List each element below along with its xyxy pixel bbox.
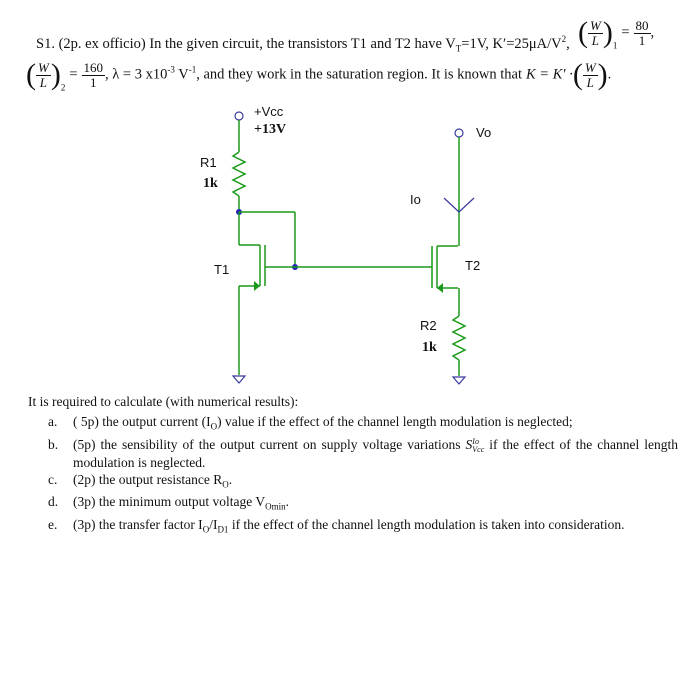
problem-label: S1. — [36, 35, 55, 52]
problem-intro: In the given circuit, the transistors T1 and T2 have V — [149, 35, 456, 52]
lambda-exponent: -3 — [167, 64, 175, 75]
ground-t1-icon — [233, 376, 245, 383]
ground-t2-icon — [453, 377, 465, 384]
wl2-num: 160 — [83, 59, 104, 75]
problem-line-2: ( $\frac{W}{L}$ )$_2$ = $\frac{160}{1}$ , λ = 3 $x10^{-3}$ $V^{-1}$, and they work in the saturation region. It is known that K = K′ ·( $\frac{W}{L}$ ). — [26, 58, 612, 93]
k-exponent: 2 — [561, 34, 567, 44]
lambda-unit-exponent: -1 — [188, 64, 197, 75]
r1-value: 1k — [203, 176, 218, 191]
r1-resistor — [233, 152, 245, 196]
vo-terminal — [455, 129, 463, 137]
wl2-den: 1 — [90, 74, 97, 90]
saturation-text: , and they work in the saturation region. It is known that — [196, 66, 523, 83]
question-b: b. (5p) the sensibility of the output current on supply voltage variations S Io Vcc if the effect of the channel length modulation is neglected. — [48, 436, 679, 470]
k-prime: K′=25μA/V — [492, 35, 562, 52]
t1-label: T1 — [214, 262, 230, 277]
vt-value: =1V, — [461, 35, 489, 52]
vcc-label: +Vcc — [254, 104, 284, 119]
io-label: Io — [410, 192, 421, 207]
question-a: a. ( 5p) the output current $(I_O)$ value if the effect of the channel length modulation is neglected; — [48, 414, 573, 432]
r1-name: R1 — [200, 155, 217, 170]
r2-resistor — [453, 316, 465, 360]
vcc-value: +13V — [254, 122, 287, 137]
questions-list — [28, 413, 678, 539]
question-d: d. (3p) the minimum output voltage $V_{Omin}$. — [48, 494, 289, 512]
wl1-ratio: ( $\frac{W}{L}$ )$_1$ = $\frac{80}{1}$ , — [578, 16, 655, 51]
vt-subscript: T — [455, 43, 462, 54]
t1-transistor — [239, 245, 295, 291]
r2-value: 1k — [422, 340, 437, 355]
vcc-terminal — [235, 112, 243, 120]
questions-intro: It is required to calculate (with numerical results): — [28, 394, 299, 409]
vo-label: Vo — [476, 125, 492, 140]
wl1-num: 80 — [635, 17, 649, 33]
wl1-den: 1 — [638, 32, 646, 48]
problem-points: (2p. ex officio) — [58, 35, 146, 52]
t2-transistor — [432, 246, 458, 293]
question-e: e. (3p) the transfer factor $I_O/I_{D1}$ if the effect of the channel length modulation is taken into consideration. — [48, 516, 625, 535]
question-c: c. (2p) the output resistance $R_O$. — [48, 471, 233, 490]
lambda-unit: V — [174, 66, 189, 83]
lambda-text: , λ = 3 x10 — [105, 66, 168, 83]
r2-name: R2 — [420, 318, 437, 333]
problem-line-1: S1. (2p. ex officio) In the given circuit, the transistors T1 and T2 have $V_T=1V$, $K'=25\mu A/V^2$, — [36, 34, 570, 54]
k-formula: K = K′ · — [526, 66, 573, 83]
t2-label: T2 — [465, 258, 481, 273]
